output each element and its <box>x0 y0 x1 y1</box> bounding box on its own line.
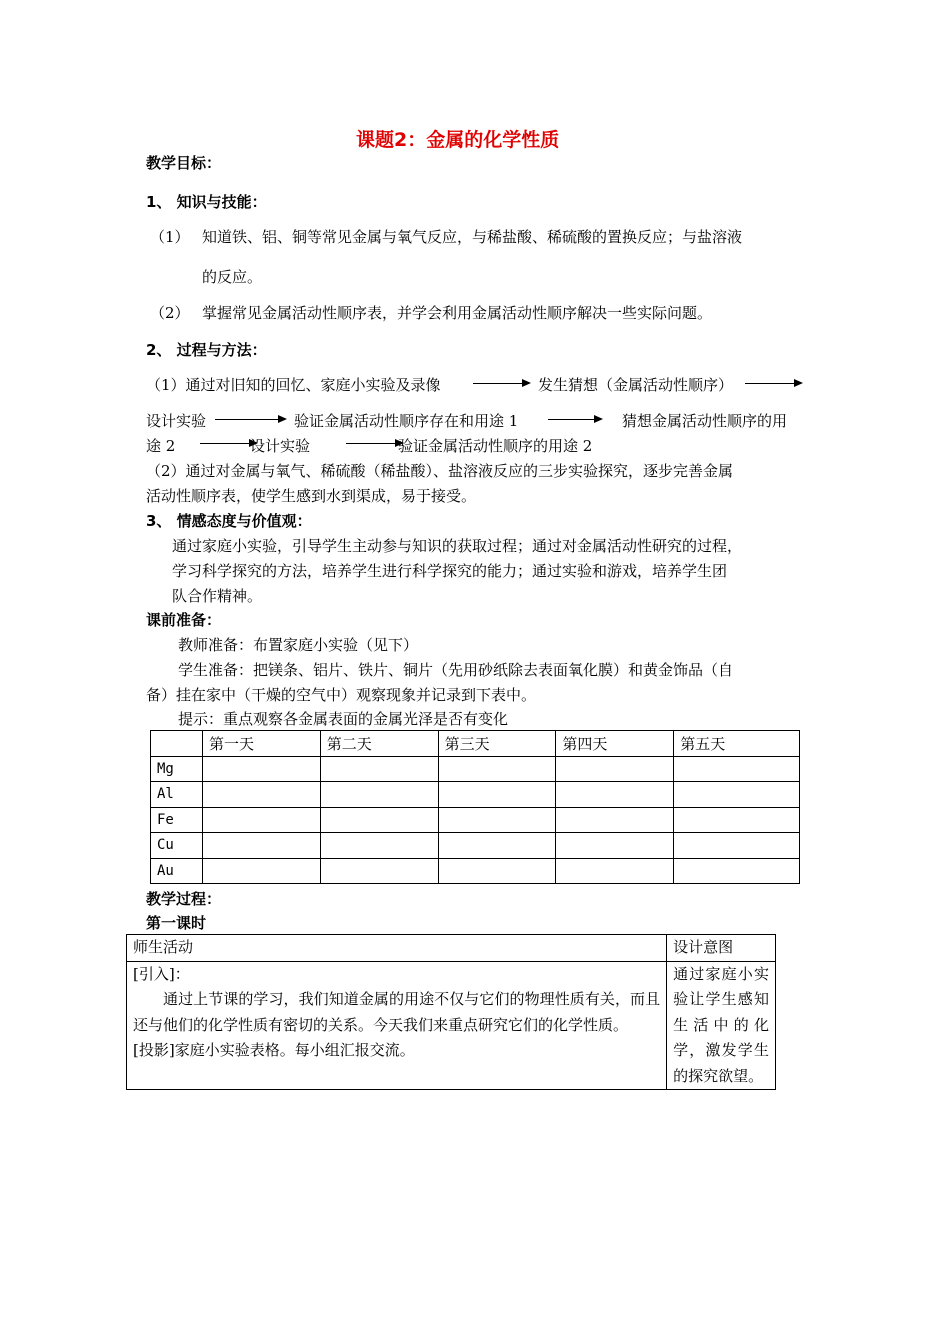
attitude-line-3: 队合作精神。 <box>172 587 263 605</box>
table-cell[interactable] <box>438 833 556 859</box>
header-cell: 第二天 <box>320 731 438 757</box>
flow-arrow <box>548 419 601 420</box>
process-item-2-line-2: 活动性顺序表，使学生感到水到渠成，易于接受。 <box>146 487 477 505</box>
flow-arrow <box>745 383 801 384</box>
item-number: （2） <box>150 304 190 322</box>
table-cell[interactable] <box>674 756 800 782</box>
activity-cell <box>127 961 667 1090</box>
flow-arrow <box>473 383 529 384</box>
prep-heading: 课前准备： <box>146 611 222 629</box>
header-cell <box>151 731 203 757</box>
table-cell[interactable] <box>438 782 556 808</box>
table-cell[interactable] <box>556 833 674 859</box>
page-title: 课题2：金属的化学性质 <box>356 129 560 151</box>
header-cell: 第三天 <box>438 731 556 757</box>
intent-cell <box>667 961 776 1090</box>
teacher-prep: 教师准备：布置家庭小实验（见下） <box>178 636 419 654</box>
table-cell[interactable] <box>320 833 438 859</box>
knowledge-item-2: 掌握常见金属活动性顺序表，并学会利用金属活动性顺序解决一些实际问题。 <box>202 304 713 322</box>
flow-step: （1）通过对旧知的回忆、家庭小实验及录像 <box>146 376 441 394</box>
table-cell[interactable] <box>438 807 556 833</box>
objectives-heading: 教学目标： <box>146 154 222 172</box>
header-cell: 第一天 <box>202 731 320 757</box>
table-row <box>151 807 800 833</box>
item-number: （1） <box>150 228 190 246</box>
plan-row <box>127 961 776 1090</box>
table-cell[interactable] <box>202 807 320 833</box>
flow-step: 猜想金属活动性顺序的用 <box>622 412 788 430</box>
flow-arrow <box>215 419 285 420</box>
column-header-intent: 设计意图 <box>667 935 776 962</box>
process-item-2-line-1: （2）通过对金属与氧气、稀硫酸（稀盐酸）、盐溶液反应的三步实验探究，逐步完善金属 <box>146 462 734 480</box>
metal-label: Cu <box>151 833 203 859</box>
table-cell[interactable] <box>320 807 438 833</box>
projection-note: [投影]家庭小实验表格。每小组汇报交流。 <box>133 1041 415 1059</box>
table-cell[interactable] <box>202 782 320 808</box>
table-cell[interactable] <box>674 833 800 859</box>
flow-step: 验证金属活动性顺序存在和用途 1 <box>294 412 519 430</box>
table-cell[interactable] <box>674 782 800 808</box>
student-prep-line-2: 备）挂在家中（干燥的空气中）观察现象并记录到下表中。 <box>146 686 537 704</box>
table-cell[interactable] <box>674 807 800 833</box>
table-cell[interactable] <box>202 858 320 884</box>
student-prep-line-1: 学生准备：把镁条、铝片、铁片、铜片（先用砂纸除去表面氧化膜）和黄金饰品（自 <box>178 661 734 679</box>
plan-header-row <box>127 935 776 962</box>
column-header-activities: 师生活动 <box>127 935 667 962</box>
metal-label: Fe <box>151 807 203 833</box>
process-method-heading: 2、 过程与方法： <box>146 341 267 359</box>
table-cell[interactable] <box>202 756 320 782</box>
intent-text: 通过家庭小实验让学生感知生活中的化学，激发学生的探究欲望。 <box>673 964 769 1085</box>
table-cell[interactable] <box>556 807 674 833</box>
flow-step: 验证金属活动性顺序的用途 2 <box>398 437 593 455</box>
table-cell[interactable] <box>320 756 438 782</box>
table-cell[interactable] <box>320 782 438 808</box>
table-cell[interactable] <box>320 858 438 884</box>
observation-table <box>150 730 800 884</box>
table-cell[interactable] <box>556 782 674 808</box>
table-row <box>151 833 800 859</box>
table-row <box>151 756 800 782</box>
metal-label: Al <box>151 782 203 808</box>
table-header-row <box>151 731 800 757</box>
flow-arrow <box>200 443 256 444</box>
flow-step: 设计实验 <box>146 412 207 430</box>
hint: 提示：重点观察各金属表面的金属光泽是否有变化 <box>178 710 509 728</box>
intro-label: [引入]： <box>133 964 190 983</box>
metal-label: Mg <box>151 756 203 782</box>
table-cell[interactable] <box>674 858 800 884</box>
intro-paragraph: 通过上节课的学习，我们知道金属的用途不仅与它们的物理性质有关，而且还与他们的化学性质有密切的关系。今天我们来重点研究它们的化学性质。 <box>133 990 661 1034</box>
process-heading: 教学过程： <box>146 890 222 908</box>
attitude-line-2: 学习科学探究的方法，培养学生进行科学探究的能力；通过实验和游戏，培养学生团 <box>172 562 728 580</box>
table-cell[interactable] <box>556 756 674 782</box>
knowledge-item-1-line-1: 知道铁、铝、铜等常见金属与氧气反应，与稀盐酸、稀硫酸的置换反应；与盐溶液 <box>202 228 743 246</box>
knowledge-item-1-line-2: 的反应。 <box>202 268 263 286</box>
flow-step: 途 2 <box>146 437 176 455</box>
table-cell[interactable] <box>556 858 674 884</box>
attitude-heading: 3、 情感态度与价值观： <box>146 512 312 530</box>
table-cell[interactable] <box>202 833 320 859</box>
header-cell: 第五天 <box>674 731 800 757</box>
table-row <box>151 858 800 884</box>
flow-arrow <box>346 443 402 444</box>
flow-step: 发生猜想（金属活动性顺序） <box>538 376 734 394</box>
table-cell[interactable] <box>438 858 556 884</box>
lesson-label: 第一课时 <box>146 914 207 932</box>
table-row <box>151 782 800 808</box>
metal-label: Au <box>151 858 203 884</box>
lesson-plan-table <box>126 934 776 1090</box>
knowledge-heading: 1、 知识与技能： <box>146 193 267 211</box>
attitude-line-1: 通过家庭小实验，引导学生主动参与知识的获取过程；通过对金属活动性研究的过程， <box>172 537 743 555</box>
flow-step: 设计实验 <box>250 437 311 455</box>
header-cell: 第四天 <box>556 731 674 757</box>
table-cell[interactable] <box>438 756 556 782</box>
